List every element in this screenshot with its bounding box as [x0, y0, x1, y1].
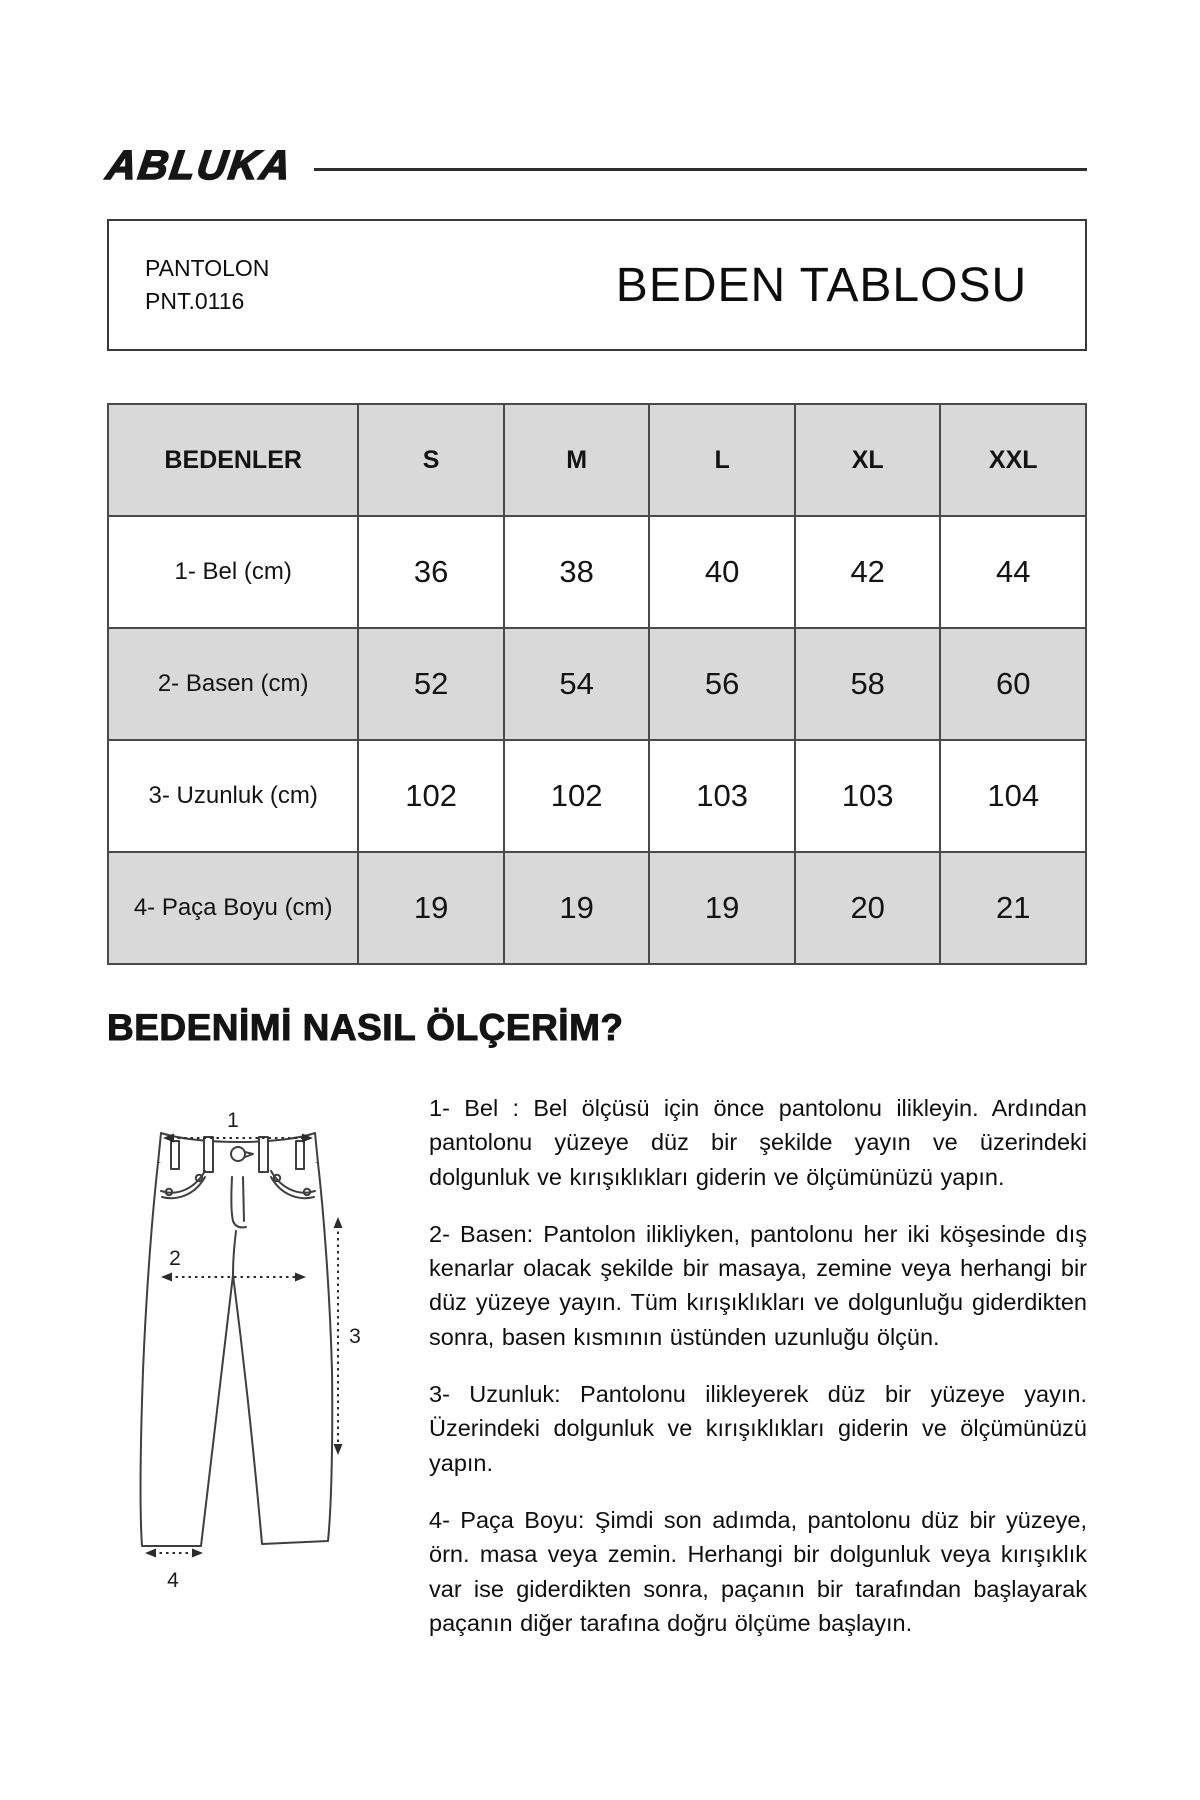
- row-label-uzunluk: 3- Uzunluk (cm): [108, 740, 358, 852]
- cell-basen-s: 52: [358, 628, 504, 740]
- cell-paca-xxl: 21: [940, 852, 1086, 964]
- brand-divider-line: [314, 168, 1087, 171]
- cell-basen-l: 56: [649, 628, 795, 740]
- cell-bel-m: 38: [504, 516, 650, 628]
- product-type: PANTOLON: [145, 254, 270, 281]
- instruction-paca-boyu: 4- Paça Boyu: Şimdi son adımda, pantolonu düz bir yüzeye, örn. masa veya zemin. Herhangi bir dolgunluk veya kırışıklık var ise giderdikten sonra, paçanın bir tarafından başlayarak paçanın diğer tarafına doğru ölçüme başlayın.: [429, 1506, 1087, 1636]
- cell-basen-xl: 58: [795, 628, 941, 740]
- size-table: [107, 403, 1087, 965]
- column-header-sizes: BEDENLER: [108, 404, 358, 516]
- cell-bel-xl: 42: [795, 516, 941, 628]
- row-label-bel: 1- Bel (cm): [108, 516, 358, 628]
- measure-instructions: [429, 1091, 1087, 1663]
- cell-uzunluk-xl: 103: [795, 740, 941, 852]
- measure-heading: BEDENİMİ NASIL ÖLÇERİM?: [107, 1007, 624, 1048]
- diagram-label-hem: 4: [167, 1569, 179, 1592]
- column-header-s: S: [358, 404, 504, 516]
- instruction-bel: 1- Bel : Bel ölçüsü için önce pantolonu ilikleyin. Ardından pantolonu yüzeye düz bir şekilde yayın ve üzerindeki dolgunluk ve kırışıklıkları giderin ve ölçümünüzü yapın.: [429, 1095, 1087, 1190]
- table-row-uzunluk: [108, 740, 1086, 852]
- page-title: BEDEN TABLOSU: [615, 258, 1028, 312]
- cell-uzunluk-xxl: 104: [940, 740, 1086, 852]
- title-box: [107, 219, 1087, 351]
- cell-bel-l: 40: [649, 516, 795, 628]
- instruction-basen: 2- Basen: Pantolon ilikliyken, pantolonu her iki köşesinde dış kenarlar olacak şekilde bir masaya, zemine veya herhangi bir düz yüzeye yayın. Tüm kırışıklıkları ve dolgunluğu giderdikten sonra, basen kısmının üstünden uzunluğu ölçün.: [429, 1220, 1087, 1350]
- measure-body: [107, 1091, 1087, 1663]
- product-code: PNT.0116: [145, 288, 245, 314]
- cell-bel-xxl: 44: [940, 516, 1086, 628]
- instruction-uzunluk: 3- Uzunluk: Pantolonu ilikleyerek düz bir yüzeye yayın. Üzerindeki dolgunluk ve kırışıklıkları giderin ve ölçümünüzü yapın.: [429, 1381, 1087, 1476]
- cell-bel-s: 36: [358, 516, 504, 628]
- cell-paca-s: 19: [358, 852, 504, 964]
- brand-logo: ABLUKA: [103, 142, 296, 188]
- column-header-l: L: [649, 404, 795, 516]
- cell-paca-m: 19: [504, 852, 650, 964]
- column-header-xl: XL: [795, 404, 941, 516]
- cell-basen-xxl: 60: [940, 628, 1086, 740]
- table-row-bel: [108, 516, 1086, 628]
- pants-diagram: [83, 1091, 395, 1657]
- cell-basen-m: 54: [504, 628, 650, 740]
- cell-uzunluk-s: 102: [358, 740, 504, 852]
- row-label-paca-boyu: 4- Paça Boyu (cm): [108, 852, 358, 964]
- table-header-row: [108, 404, 1086, 516]
- column-header-xxl: XXL: [940, 404, 1086, 516]
- diagram-label-waist: 1: [227, 1109, 239, 1132]
- product-info: [109, 221, 558, 349]
- table-row-basen: [108, 628, 1086, 740]
- row-label-basen: 2- Basen (cm): [108, 628, 358, 740]
- cell-uzunluk-l: 103: [649, 740, 795, 852]
- diagram-label-length: 3: [349, 1325, 361, 1348]
- cell-paca-l: 19: [649, 852, 795, 964]
- brand-row: [103, 142, 1087, 189]
- cell-paca-xl: 20: [795, 852, 941, 964]
- diagram-label-hip: 2: [169, 1247, 181, 1270]
- cell-uzunluk-m: 102: [504, 740, 650, 852]
- document-title-wrap: [558, 221, 1085, 349]
- table-row-paca-boyu: [108, 852, 1086, 964]
- column-header-m: M: [504, 404, 650, 516]
